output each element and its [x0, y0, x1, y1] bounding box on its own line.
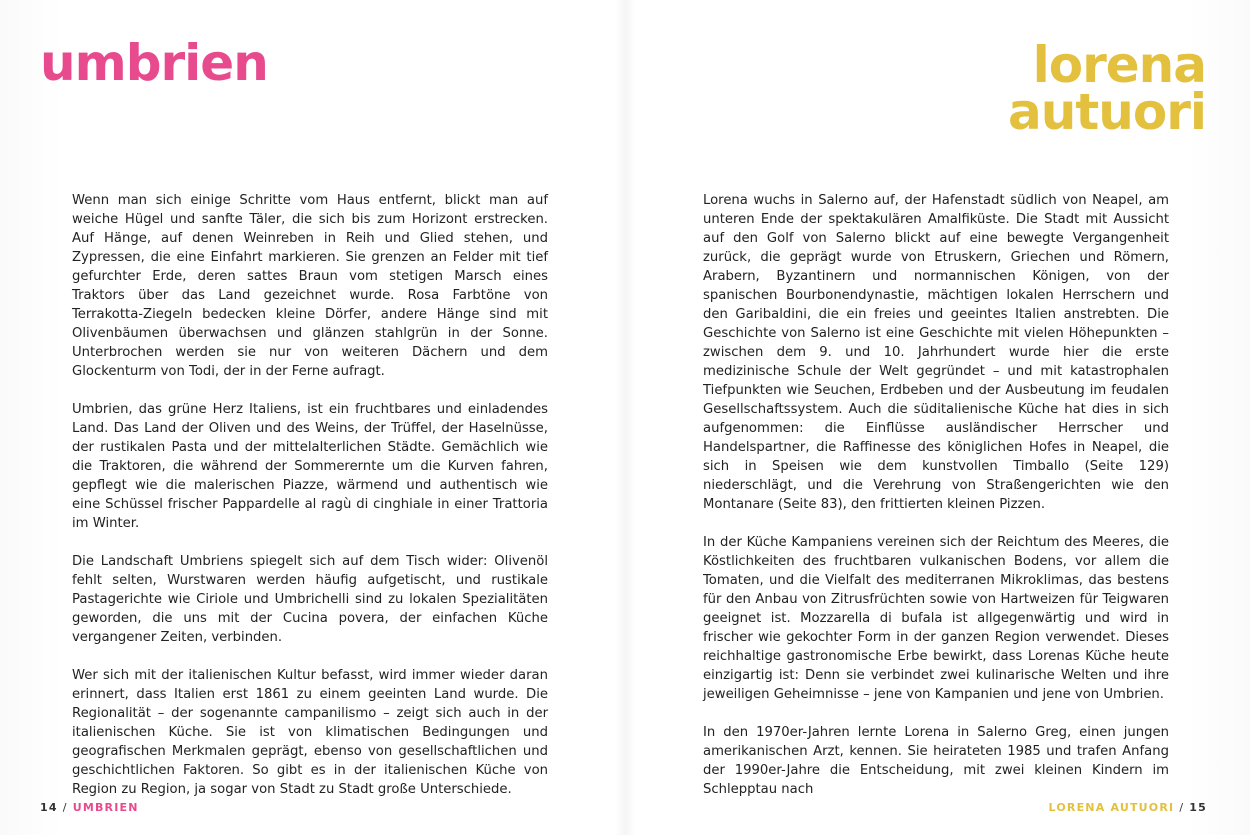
- book-gutter: [615, 0, 635, 835]
- right-title-line-2: autuori: [1008, 83, 1206, 141]
- footer-section-name: UMBRIEN: [72, 801, 139, 814]
- paragraph: Die Landschaft Umbriens spiegelt sich auf dem Tisch wider: Olivenöl fehlt selten, Wurstwaren werden häufig aufgetischt, und rustikale Pastagerichte wie Ciriole und Umbrichelli sind zu lokalen Spezialitäten geworden, die uns mit der Cucina povera, der einfachen Küche vergangener Zeiten, verbinden.: [72, 554, 548, 645]
- paragraph: In den 1970er-Jahren lernte Lorena in Salerno Greg, einen jungen amerikanischen Arzt, kennen. Sie heirateten 1985 und trafen Anfang der 1990er-Jahre die Entscheidung, mit zwei kleinen Kindern im Schlepptau nach: [703, 725, 1169, 797]
- footer-section-name: LORENA AUTUORI: [1048, 801, 1175, 814]
- page-number: 14: [40, 801, 58, 814]
- paragraph: Wenn man sich einige Schritte vom Haus entfernt, blickt man auf weiche Hügel und sanfte Täler, die sich bis zum Horizont erstrecken. Auf Hänge, auf denen Weinreben in Reih und Glied stehen, und Zypressen, die eine Einfahrt markieren. Sie grenzen an Felder mit tief gefurchter Erde, deren sattes Braun vom stetigen Marsch eines Traktors über das Land gezeichnet wurde. Rosa Farbtöne von Terrakotta-Ziegeln bedecken kleine Dörfer, andere Hänge sind mit Olivenbäumen überwachsen und glänzen stahlgrün in der Sonne. Unterbrochen werden sie nur von weiteren Dächern und dem Glockenturm von Todi, der in der Ferne aufragt.: [72, 193, 548, 379]
- right-title-line-1: lorena: [1032, 36, 1206, 94]
- page-number: 15: [1189, 801, 1207, 814]
- paragraph: In der Küche Kampaniens vereinen sich der Reichtum des Meeres, die Köstlichkeiten des fruchtbaren vulkanischen Bodens, vor allem die Tomaten, und die Vielfalt des mediterranen Mikroklimas, das bestens für den Anbau von Zitrusfrüchten sowie von Hartweizen für Teigwaren geeignet ist. Mozzarella di bufala ist allgegenwärtig und wird in frischer wie gekochter Form in der ganzen Region verwendet. Dieses reichhaltige gastronomische Erbe bewirkt, dass Lorenas Küche heute einzigartig ist: Denn sie verbindet zwei kulinarische Welten und ihre jeweiligen Geheimnisse – jene von Kampanien und jene von Umbrien.: [703, 535, 1169, 702]
- left-body-text: [72, 191, 548, 818]
- footer-separator: /: [1179, 801, 1185, 814]
- footer-separator: /: [62, 801, 68, 814]
- left-page-title: umbrien: [40, 34, 268, 92]
- left-page-footer: [40, 801, 139, 814]
- right-body-text: [703, 191, 1169, 818]
- paragraph: Umbrien, das grüne Herz Italiens, ist ein fruchtbares und einladendes Land. Das Land der Oliven und des Weins, der Trüffel, der Haselnüsse, der rustikalen Pasta und der mittelalterlichen Städte. Gemächlich wie die Traktoren, die während der Sommerernte um die Kurven fahren, gepflegt wie die malerischen Piazze, wärmend und authentisch wie eine Schüssel frischer Pappardelle al ragù di cinghiale in einer Trattoria im Winter.: [72, 402, 548, 531]
- right-page-title: [1008, 36, 1206, 141]
- right-page-footer: [1049, 801, 1207, 814]
- paragraph: Lorena wuchs in Salerno auf, der Hafenstadt südlich von Neapel, am unteren Ende der spektakulären Amalfiküste. Die Stadt mit Aussicht auf den Golf von Salerno blickt auf eine bewegte Vergangenheit zurück, die geprägt wurde von Etruskern, Griechen und Römern, Arabern, Byzantinern und normannischen Königen, von der spanischen Bourbonendynastie, mächtigen lokalen Herrschern und den Garibaldini, die ein freies und geeintes Italien anstrebten. Die Geschichte von Salerno ist eine Geschichte mit vielen Höhepunkten – zwischen dem 9. und 10. Jahrhundert wurde hier die erste medizinische Schule der Welt gegründet – und mit katastrophalen Tiefpunkten wie Seuchen, Erdbeben und der Ausbeutung im feudalen Gesellschaftssystem. Auch die süditalienische Küche hat dies in sich aufgenommen: die Einflüsse ausländischer Herrscher und Handelspartner, die Raffinesse des königlichen Hofes in Neapel, die sich in Speisen wie dem kunstvollen Timballo (Seite 129) niederschlägt, und die Verehrung von Straßengerichten wie den Montanare (Seite 83), den frittierten kleinen Pizzen.: [703, 193, 1169, 512]
- paragraph: Wer sich mit der italienischen Kultur befasst, wird immer wieder daran erinnert, dass Italien erst 1861 zu einem geeinten Land wurde. Die Regionalität – der sogenannte campanilismo – zeigt sich auch in der italienischen Küche. Sie ist von klimatischen Bedingungen und geografischen Merkmalen geprägt, ebenso von gesellschaftlichen und geschichtlichen Faktoren. So gibt es in der italienischen Küche von Region zu Region, ja sogar von Stadt zu Stadt große Unterschiede.: [72, 668, 548, 797]
